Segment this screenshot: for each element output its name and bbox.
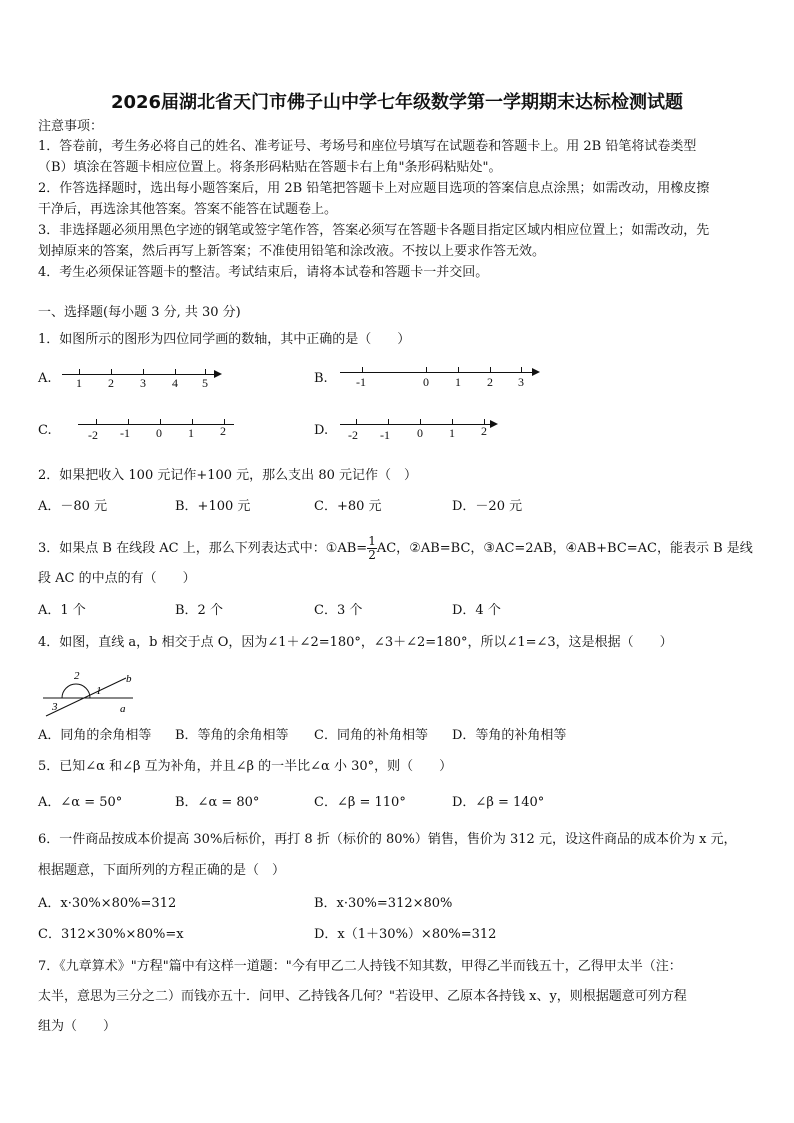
tick-label: -1 [120, 426, 130, 440]
question-1-stem: 1．如图所示的图形为四位同学画的数轴，其中正确的是（ ） [38, 332, 411, 347]
option-b: B．2 个 [175, 603, 223, 618]
option-label: B. [314, 371, 328, 386]
question-3-stem-cont: 段 AC 的中点的有（ ） [38, 571, 196, 586]
notice-line: 干净后，再选涂其他答案。答案不能答在试题卷上。 [38, 202, 338, 217]
expr: AC=2AB， [495, 541, 566, 556]
number-line-d [340, 424, 506, 454]
circled-number: ② [409, 541, 421, 556]
tick-label: 1 [455, 375, 461, 389]
notice-heading: 注意事项： [38, 119, 104, 134]
expr: AB= [337, 541, 368, 556]
expr: AC， [376, 541, 410, 556]
line-label-a: a [120, 703, 126, 715]
denominator: 2 [368, 548, 376, 562]
option-d: D．x（1＋30%）×80%=312 [314, 927, 497, 942]
question-7-stem-cont: 太半，意思为三分之二）而钱亦五十．问甲、乙持钱各几何？"若设甲、乙原本各持钱 x、y，则根据题意可列方程 [38, 989, 687, 1004]
option-c: C．+80 元 [314, 499, 382, 514]
notice-line: 1．答卷前，考生务必将自己的姓名、准考证号、考场号和座位号填写在试题卷和答题卡上。用 2B 铅笔将试卷类型 [38, 139, 697, 154]
tick-label: 0 [156, 426, 162, 440]
tick-label: 0 [423, 375, 429, 389]
tick-label: 5 [202, 376, 208, 390]
question-7-stem-cont: 组为（ ） [38, 1019, 117, 1034]
option-label: D. [314, 423, 329, 438]
tick-label: -2 [348, 428, 358, 442]
option-d: D．等角的补角相等 [452, 728, 567, 743]
option-c: C．312×30%×80%=x [38, 927, 184, 942]
tick-label: 1 [76, 376, 82, 390]
question-2-stem: 2．如果把收入 100 元记作+100 元，那么支出 80 元记作（ ） [38, 468, 417, 483]
option-b: B．+100 元 [175, 499, 251, 514]
option-c: C．∠β = 110° [314, 795, 406, 810]
option-a: A．同角的余角相等 [38, 728, 152, 743]
option-b: B．x·30%=312×80% [314, 896, 453, 911]
question-3-stem [38, 535, 753, 562]
question-6-stem-cont: 根据题意，下面所列的方程正确的是（ ） [38, 863, 286, 878]
tick-label: 2 [481, 424, 487, 438]
option-a: A．x·30%×80%=312 [38, 896, 177, 911]
stem-text: 3．如果点 B 在线段 AC 上，那么下列表达式中： [38, 541, 326, 556]
option-c: C．同角的补角相等 [314, 728, 428, 743]
number-line-b [340, 372, 540, 402]
circled-number: ③ [483, 541, 496, 556]
notice-line: 2．作答选择题时，选出每小题答案后，用 2B 铅笔把答题卡上对应题目选项的答案信息点涂黑；如需改动，用橡皮擦 [38, 181, 710, 196]
question-7-stem: 7．《九章算术》"方程"篇中有这样一道题："今有甲乙二人持钱不知其数，甲得乙半而钱五十，乙得甲太半（注： [38, 959, 682, 974]
option-b: B．等角的余角相等 [175, 728, 289, 743]
tick-label: 3 [140, 376, 146, 390]
tick-label: -1 [356, 375, 366, 389]
fraction [367, 535, 377, 562]
tick-label: -2 [88, 428, 98, 442]
option-label: C. [38, 423, 52, 438]
tick-label: 1 [188, 426, 194, 440]
notice-line: 3．非选择题必须用黑色字迹的钢笔或签字笔作答，答案必须写在答题卡各题目指定区域内相应位置上；如需改动，先 [38, 223, 710, 238]
tick-label: 3 [518, 375, 524, 389]
option-d: D．－20 元 [452, 499, 523, 514]
angle-label-2: 2 [74, 670, 80, 682]
option-b: B．∠α = 80° [175, 795, 260, 810]
intersecting-lines-figure [38, 668, 138, 718]
question-4-stem: 4．如图，直线 a，b 相交于点 O，因为∠1＋∠2=180°，∠3＋∠2=180°，所以∠1=∠3，这是根据（ ） [38, 635, 673, 650]
section-heading: 一、选择题(每小题 3 分, 共 30 分) [38, 305, 241, 320]
expr: AB+BC=AC，能表示 B 是线 [577, 541, 753, 556]
expr: AB=BC， [420, 541, 484, 556]
line-b [46, 678, 126, 716]
tick-label: 4 [172, 376, 178, 390]
tick-label: 1 [449, 426, 455, 440]
line-label-b: b [126, 673, 132, 685]
tick-label: 2 [220, 424, 226, 438]
option-label: A. [38, 371, 52, 386]
circled-number: ① [325, 541, 338, 556]
notice-line: （B）填涂在答题卡相应位置上。将条形码粘贴在答题卡右上角"条形码粘贴处"。 [38, 160, 502, 175]
tick-label: 0 [417, 426, 423, 440]
option-d: D．4 个 [452, 603, 501, 618]
tick-label: 2 [487, 375, 493, 389]
page-title: 2026届湖北省天门市佛子山中学七年级数学第一学期期末达标检测试题 [110, 92, 684, 113]
angle-label-1: 1 [96, 685, 102, 697]
question-5-stem: 5．已知∠α 和∠β 互为补角，并且∠β 的一半比∠α 小 30°，则（ ） [38, 759, 453, 774]
question-6-stem: 6．一件商品按成本价提高 30%后标价，再打 8 折（标价的 80%）销售，售价为 312 元，设这件商品的成本价为 x 元， [38, 832, 737, 847]
number-line-c [78, 424, 238, 454]
notice-line: 4．考生必须保证答题卡的整洁。考试结束后，请将本试卷和答题卡一并交回。 [38, 265, 489, 280]
number-line-a [62, 374, 222, 404]
circled-number: ④ [565, 541, 578, 556]
tick-label: -1 [380, 428, 390, 442]
option-a: A．∠α = 50° [38, 795, 123, 810]
angle-label-3: 3 [52, 701, 58, 713]
option-c: C．3 个 [314, 603, 363, 618]
option-a: A．1 个 [38, 603, 86, 618]
tick-label: 2 [108, 376, 114, 390]
numerator: 1 [368, 534, 376, 548]
notice-line: 划掉原来的答案，然后再写上新答案；不准使用铅笔和涂改液。不按以上要求作答无效。 [38, 244, 546, 259]
option-a: A．－80 元 [38, 499, 108, 514]
angle-arc [62, 684, 90, 698]
option-d: D．∠β = 140° [452, 795, 545, 810]
